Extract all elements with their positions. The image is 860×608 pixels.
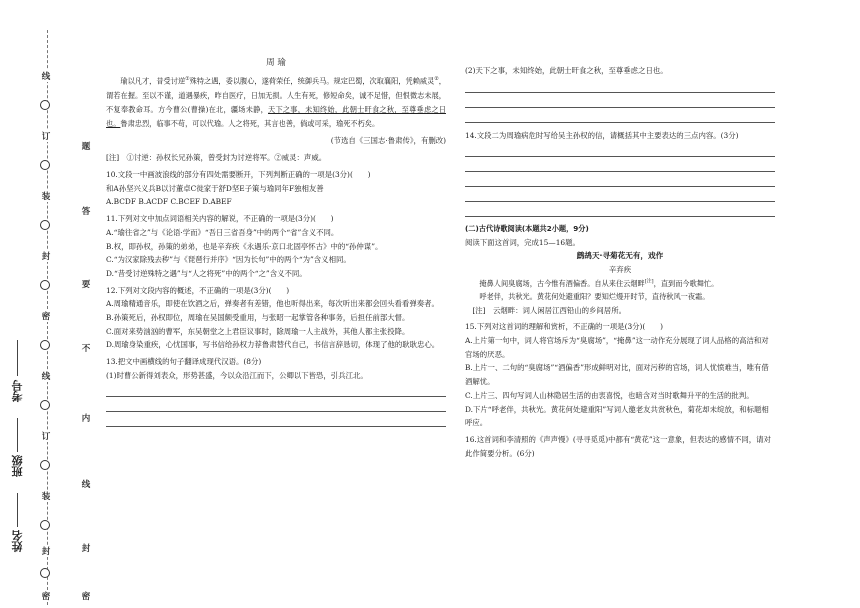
binding-hole-icon [40,520,50,530]
binding-hole-icon [40,160,50,170]
binding-hole-icon [40,460,50,470]
margin-inner-char: 内 [78,412,94,424]
section-intro: 阅读下面这首词，完成15—16题。 [465,237,580,247]
answer-line[interactable] [106,382,446,397]
margin-inner-char: 封 [78,542,94,554]
question-13-item-2: (2)天下之事，未知终始，此朝士旰食之秋，至尊垂虑之日也。 [465,66,668,75]
answer-line[interactable] [465,78,775,93]
question-10: 10.文段一中画波浪线的部分有四处需要断开，下列判断正确的一项是(3分)( ) 和A孙坚兴义兵B以讨董卓C徙家于舒D坚E子策与瑜同年F独相友善 A.BCDF B.ACDF C.BCEF D.ABEF [106,168,446,209]
question-15: 15.下列对这首词的理解和赏析，不正确的一项是(3分)( ) A.上片第一句中，词人将官场斥为“臭腐场”，“掩鼻”这一动作充分展现了词人品格的高洁和对官场的厌恶。 B.上片一、二句的“臭腐场”“酒偏香”形成鲜明对比，面对污秽的官场，词人忧愤难当，唯有借酒解忧。 C.上片三、四句写词人山林隐居生活的由衷喜悦，也暗含对当时歌舞升平的生活的批判。 D.下片“呼老伴，共秋光。黄花何处避重阳”写词人邀老友共赏秋色，菊花却未绽放，和标题相呼应。 [465,322,769,428]
poem-title: 鹧鸪天·寻菊花无有，戏作 [576,251,664,261]
binding-hole-icon [40,568,50,578]
question-13: 13.把文中画横线的句子翻译成现代汉语。(8分) (1)时曹公新得刘表众，形势甚盛，今以众沿江而下，公卿以下皆恐，引兵江北。 [106,355,446,427]
margin-char: 装 [38,490,54,502]
binding-hole-icon [40,280,50,290]
margin-inner-char: 线 [78,478,94,490]
right-column [465,64,775,460]
name-label: 姓名 [11,530,24,552]
poem-line: 掩鼻人间臭腐场，古今惟有酒偏香。自从来住云烟畔[注]，直到而今歌舞忙。 [479,278,719,289]
answer-line[interactable] [465,157,775,172]
binding-hole-icon [40,340,50,350]
class-label: 班级 [11,455,24,477]
margin-char: 密 [38,310,54,322]
poem-author: 辛弃疾 [608,265,632,275]
answer-line[interactable] [106,412,446,427]
exam-number-field[interactable] [17,340,18,376]
answer-line[interactable] [465,142,775,157]
question-12: 12.下列对文段内容的概述，不正确的一项是(3分)( ) A.周瑜精通音乐，即使在饮酒之后，弹奏者有差错，他也听得出来，每次听出来都会回头看看弹奏者。 B.孙策死后，孙权即位，周瑜在吴国颇受重用，与张昭一起掌管各种事务，后担任前部大督。 C.面对来势汹汹的曹军，东吴朝堂之上君臣议事时，除周瑜一人主战外，其他人都主张投降。 D.周瑜身染重疾，心忧国事，写书信给孙权力荐鲁肃替代自己，书信言辞恳切，体现了他的耿耿忠心。 [106,285,440,350]
answer-line[interactable] [465,202,775,217]
margin-char: 封 [38,545,54,557]
margin-inner-char: 密 [78,590,94,602]
binding-hole-icon [40,100,50,110]
answer-line[interactable] [465,93,775,108]
poem-line: 呼老伴，共秋光。黄花何处避重阳？要知烂熳开时节，直待秋风一夜霜。 [479,292,710,302]
binding-margin [0,0,91,608]
answer-line[interactable] [106,397,446,412]
passage-title: 周 瑜 [266,58,286,68]
margin-char: 订 [38,130,54,142]
margin-char: 装 [38,190,54,202]
margin-char: 线 [38,70,54,82]
margin-inner-char: 题 [78,140,94,152]
margin-inner-char: 要 [78,278,94,290]
margin-char: 封 [38,250,54,262]
punctuation-line: 和A孙坚兴义兵B以讨董卓C徙家于舒D坚E子策与瑜同年F独相友善 [106,183,324,193]
name-field[interactable] [17,493,18,527]
left-column [106,56,446,427]
options: A.BCDF B.ACDF C.BCEF D.ABEF [106,197,232,207]
passage-note: [注] ①讨逆：孙权长兄孙策，曾受封为讨逆将军。②威灵：声威。 [106,153,327,163]
answer-line[interactable] [465,172,775,187]
exam-number-label: 考号 [11,380,24,402]
question-16: 16.这首词和李清照的《声声慢》(寻寻觅觅)中都有“黄花”这一意象，但表达的感情不同，请对此作简要分析。(6分) [465,434,771,458]
underlined-sentence: 天下之事，未知终始，此朝士旰食之秋，至尊垂虑之日也。 [106,104,446,129]
question-11: 11.下列对文中加点词语相关内容的解说，不正确的一项是(3分)( ) A.“瑜往省之”与《论语·学而》“吾日三省吾身”中的两个“省”含义不同。 B.权，即孙权，孙策的弟弟，也是辛弃疾《永遇乐·京口北固亭怀古》中的“孙仲谋”。 C.“为汉家除残去秽”与《琵琶行并序》“因为长句”中的两个“为”含义相同。 D.“昔受讨逆殊特之遇”与“人之将死”中的两个“之”含义不同。 [106,214,383,278]
margin-char: 订 [38,430,54,442]
margin-inner-char: 答 [78,205,94,217]
question-14: 14.文段二为周瑜病危时写给吴主孙权的信，请概括其中主要表达的三点内容。(3分) [465,130,739,140]
poem-note: [注] 云烟畔：词人闲居江西铅山的乡间居所。 [472,305,626,315]
margin-inner-char: 不 [78,342,94,354]
binding-hole-icon [40,220,50,230]
passage-paragraph: 瑜以凡才，昔受讨逆①殊特之遇，委以腹心，遂荷荣任，统御兵马。规定巴蜀，次取襄阳，凭赖威灵②，谓若在握。至以不谨，道遇暴疾，昨自医疗，日加无损。人生有死，修短命矣，诚不足惜，但恨微志未展，不复奉教命耳。方今曹公(曹操)在北，疆场未静，天下之事，未知终始，此朝士旰食之秋，至尊垂虑之日也。鲁肃忠烈，临事不苟，可以代瑜。人之将死，其言也善，倘或可采，瑜死不朽矣。 [106,75,446,129]
section-heading: (二)古代诗歌阅读(本题共2小题，9分) [465,224,589,234]
answer-line[interactable] [465,108,775,123]
answer-line[interactable] [465,187,775,202]
margin-char: 密 [38,590,54,602]
class-field[interactable] [17,418,18,452]
passage-source: (节选自《三国志·鲁肃传》，有删改) [330,135,446,145]
margin-char: 线 [38,370,54,382]
binding-hole-icon [40,400,50,410]
